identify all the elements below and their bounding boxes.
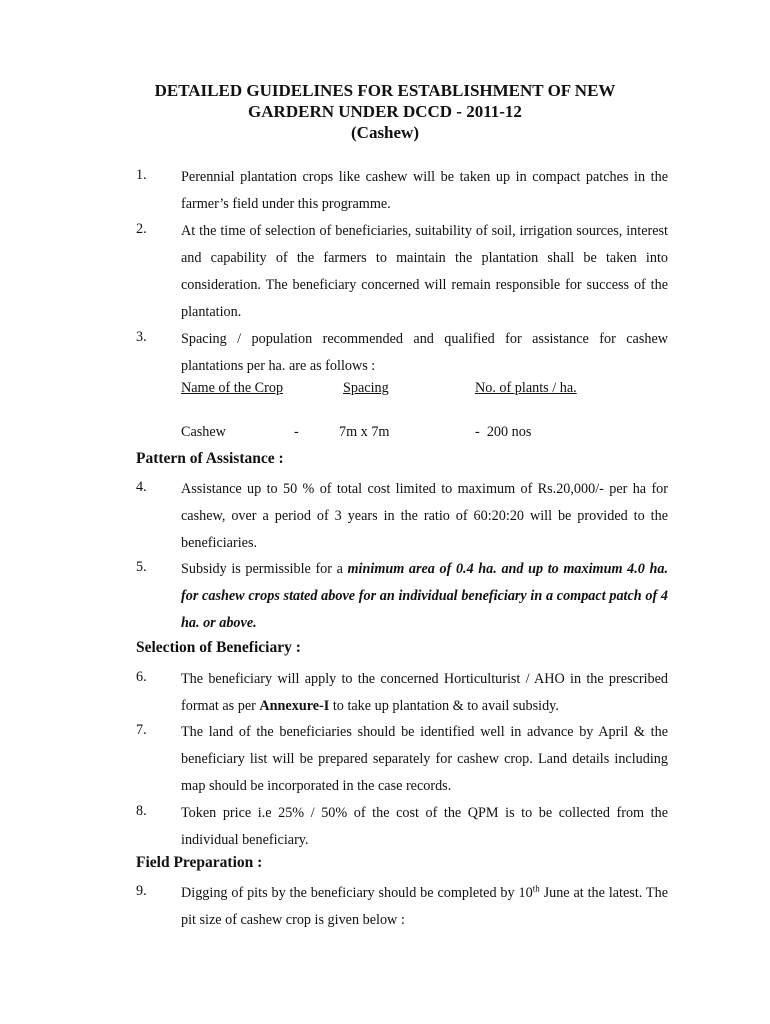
section-heading-pattern: Pattern of Assistance :	[136, 450, 284, 467]
item-text	[181, 556, 668, 637]
document-title	[0, 80, 770, 143]
item-text-before: Digging of pits by the beneficiary should be completed by 10	[181, 885, 533, 901]
annexure-reference: Annexure-I	[259, 698, 330, 714]
item-number: 9.	[136, 883, 147, 899]
spacing-table-header	[181, 380, 661, 400]
title-line-3: (Cashew)	[351, 123, 419, 142]
cell-plants: - 200 nos	[475, 424, 532, 440]
spacing-table-row	[181, 424, 661, 444]
item-number: 4.	[136, 479, 147, 495]
item-number: 5.	[136, 559, 147, 575]
item-text	[181, 880, 668, 934]
item-text: Token price i.e 25% / 50% of the cost of the QPM is to be collected from the individual beneficiary.	[181, 805, 668, 848]
item-text	[181, 666, 668, 720]
item-text-emphasis: minimum area of 0.4 ha. and up to maximum 4.0 ha. for cashew crops stated above for an individual beneficiary in a compact patch of 4 ha. or above.	[181, 561, 668, 631]
item-number: 8.	[136, 803, 147, 819]
item-number: 6.	[136, 669, 147, 685]
section-heading-field: Field Preparation :	[136, 854, 263, 871]
title-line-1: DETAILED GUIDELINES FOR ESTABLISHMENT OF NEW	[154, 81, 616, 100]
header-spacing: Spacing	[343, 380, 389, 396]
item-number: 7.	[136, 722, 147, 738]
header-crop: Name of the Crop	[181, 380, 284, 396]
cell-crop: Cashew	[181, 424, 226, 440]
cell-spacing: 7m x 7m	[339, 424, 390, 440]
item-text: The land of the beneficiaries should be identified well in advance by April & the beneficiary list will be prepared separately for cashew crop. Land details including map should be incorporated in the case records.	[181, 724, 668, 794]
section-heading-selection: Selection of Beneficiary :	[136, 639, 301, 656]
cell-dash: -	[294, 424, 299, 440]
item-text: Assistance up to 50 % of total cost limited to maximum of Rs.20,000/- per ha for cashew, over a period of 3 years in the ratio of 60:20:20 will be provided to the beneficiaries.	[181, 481, 668, 551]
item-text: At the time of selection of beneficiaries, suitability of soil, irrigation sources, interest and capability of the farmers to maintain the plantation shall be taken into consideration. The beneficiary concerned will remain responsible for success of the plantation.	[181, 223, 668, 320]
item-text-after: to take up plantation & to avail subsidy.	[329, 698, 559, 714]
item-text: Perennial plantation crops like cashew will be taken up in compact patches in the farmer’s field under this programme.	[181, 169, 668, 212]
item-number: 1.	[136, 167, 147, 183]
item-text: Spacing / population recommended and qualified for assistance for cashew plantations per ha. are as follows :	[181, 331, 668, 374]
item-text-after: June at the latest. The pit size of cashew crop is given below :	[181, 885, 668, 928]
item-number: 3.	[136, 329, 147, 345]
header-plants: No. of plants / ha.	[475, 380, 577, 396]
item-text-plain: Subsidy is permissible for a	[181, 561, 348, 577]
title-line-2: GARDERN UNDER DCCD - 2011-12	[248, 102, 522, 121]
item-number: 2.	[136, 221, 147, 237]
ordinal-suffix: th	[532, 883, 540, 894]
item-text-before: The beneficiary will apply to the concerned Horticulturist / AHO in the prescribed format as per	[181, 671, 668, 714]
